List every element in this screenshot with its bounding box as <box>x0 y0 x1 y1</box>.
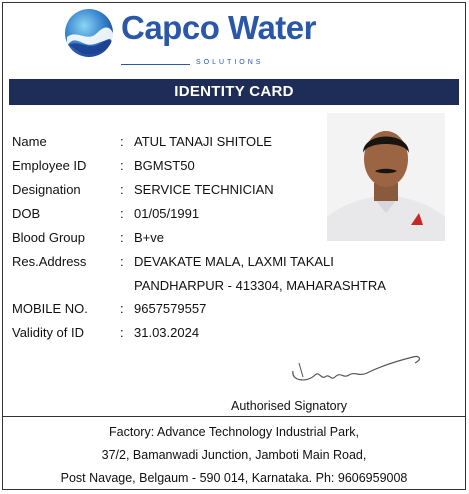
detail-separator: : <box>120 230 124 245</box>
card-header <box>3 3 465 79</box>
detail-label: MOBILE NO. <box>12 301 88 316</box>
card-footer <box>3 416 465 491</box>
detail-separator: : <box>120 158 124 173</box>
detail-label: DOB <box>12 206 41 221</box>
detail-label: Designation <box>12 182 81 197</box>
detail-label: Name <box>12 134 47 149</box>
detail-separator: : <box>120 301 124 316</box>
detail-value-line-2: PANDHARPUR - 413304, MAHARASHTRA <box>134 278 386 293</box>
detail-value: DEVAKATE MALA, LAXMI TAKALI <box>134 254 334 269</box>
identity-card <box>2 2 466 490</box>
detail-value: ATUL TANAJI SHITOLE <box>134 134 272 149</box>
footer-address-line-3: Post Navage, Belgaum - 590 014, Karnataka. Ph: 9606959008 <box>60 471 408 485</box>
detail-separator: : <box>120 206 124 221</box>
detail-value: 31.03.2024 <box>134 325 200 340</box>
detail-separator: : <box>120 325 124 340</box>
detail-value: BGMST50 <box>134 158 195 173</box>
detail-separator: : <box>120 134 124 149</box>
detail-separator: : <box>120 182 124 197</box>
detail-label: Res.Address <box>12 254 87 269</box>
detail-label: Validity of ID <box>12 325 85 340</box>
company-tagline: SOLUTIONS <box>196 59 264 66</box>
detail-label: Employee ID <box>12 158 87 173</box>
footer-address-line-1: Factory: Advance Technology Industrial Park, <box>109 425 359 439</box>
signature-mark <box>263 337 433 393</box>
signature-label: Authorised Signatory <box>231 399 348 413</box>
brand-divider-left <box>121 64 190 65</box>
water-drop-logo-icon <box>63 7 115 59</box>
detail-value: B+ve <box>134 230 164 245</box>
footer-address-line-2: 37/2, Bamanwadi Junction, Jamboti Main Road, <box>101 448 367 462</box>
card-title: IDENTITY CARD <box>9 79 459 105</box>
detail-value: SERVICE TECHNICIAN <box>134 182 274 197</box>
detail-label: Blood Group <box>12 230 85 245</box>
detail-separator: : <box>120 254 124 269</box>
detail-value: 9657579557 <box>134 301 207 316</box>
employee-photo <box>327 113 445 241</box>
company-name: Capco Water <box>121 9 316 46</box>
detail-value: 01/05/1991 <box>134 206 200 221</box>
